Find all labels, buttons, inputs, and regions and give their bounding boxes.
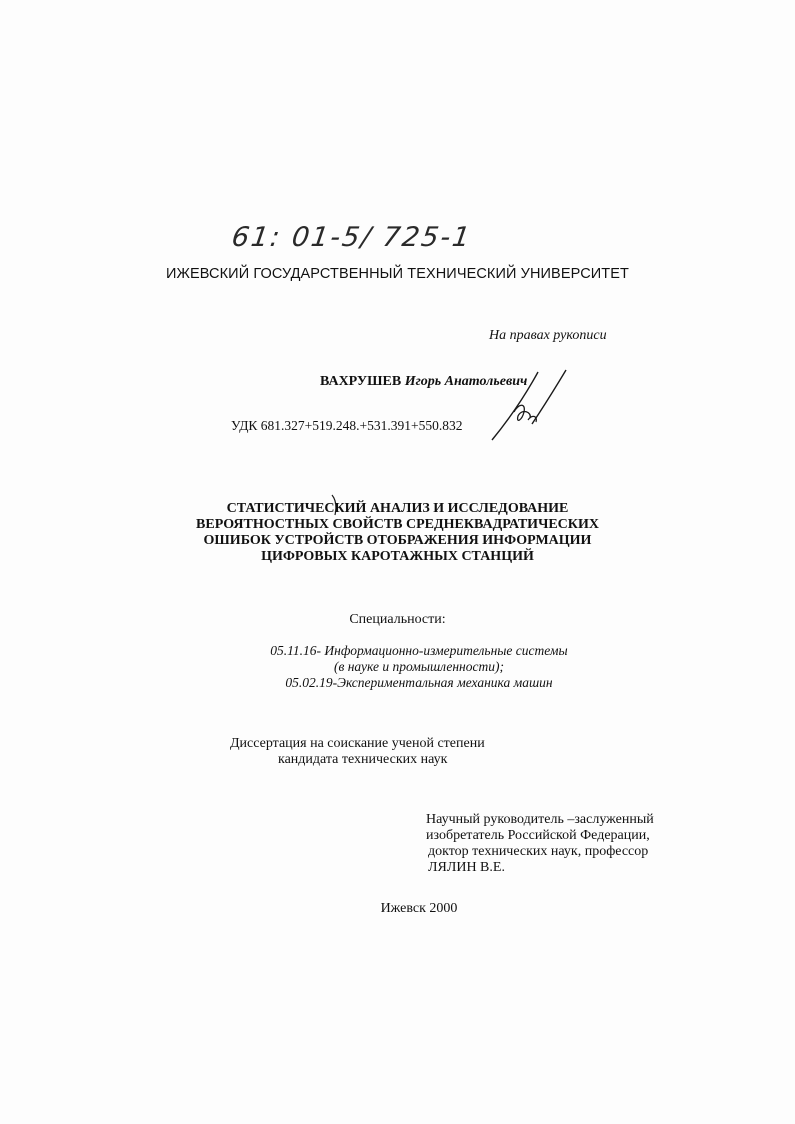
thesis-statement <box>230 736 485 768</box>
title-line: СТАТИСТИЧЕСКИЙ АНАЛИЗ И ИССЛЕДОВАНИЕ <box>226 501 569 516</box>
manuscript-rights-note: На правах рукописи <box>489 328 607 343</box>
thesis-line: Диссертация на соискание ученой степени <box>230 736 485 751</box>
advisor-line: доктор технических наук, профессор <box>428 844 649 859</box>
title-line: ВЕРОЯТНОСТНЫХ СВОЙСТВ СРЕДНЕКВАДРАТИЧЕСКИХ <box>196 517 599 532</box>
specialty-line: (в науке и промышленности); <box>334 659 504 674</box>
advisor-line: изобретатель Российской Федерации, <box>426 828 650 843</box>
title-line: ЦИФРОВЫХ КАРОТАЖНЫХ СТАНЦИЙ <box>261 549 534 564</box>
scientific-advisor <box>426 812 654 876</box>
specialty-line: 05.02.19-Экспериментальная механика машин <box>285 675 553 690</box>
author-surname: ВАХРУШЕВ <box>320 374 402 389</box>
advisor-line: Научный руководитель –заслуженный <box>426 812 654 827</box>
udc-code: УДК 681.327+519.248.+531.391+550.832 <box>231 418 463 433</box>
university-name: ИЖЕВСКИЙ ГОСУДАРСТВЕННЫЙ ТЕХНИЧЕСКИЙ УНИВЕРСИТЕТ <box>165 266 629 282</box>
specialties-list <box>0 643 795 691</box>
handwritten-signature-icon <box>488 368 572 444</box>
dissertation-title <box>0 501 795 565</box>
title-line: ОШИБОК УСТРОЙСТВ ОТОБРАЖЕНИЯ ИНФОРМАЦИИ <box>203 533 592 548</box>
author-given-names: Игорь Анатольевич <box>404 374 528 389</box>
thesis-line: кандидата технических наук <box>278 752 448 767</box>
specialties-heading: Специальности: <box>349 612 446 627</box>
specialty-line: 05.11.16- Информационно-измерительные системы <box>270 643 568 658</box>
archive-number-handwritten: 61: 01-5/ 725-1 <box>229 222 474 253</box>
city-year: Ижевск 2000 <box>380 901 458 916</box>
advisor-line: ЛЯЛИН В.Е. <box>428 860 505 875</box>
